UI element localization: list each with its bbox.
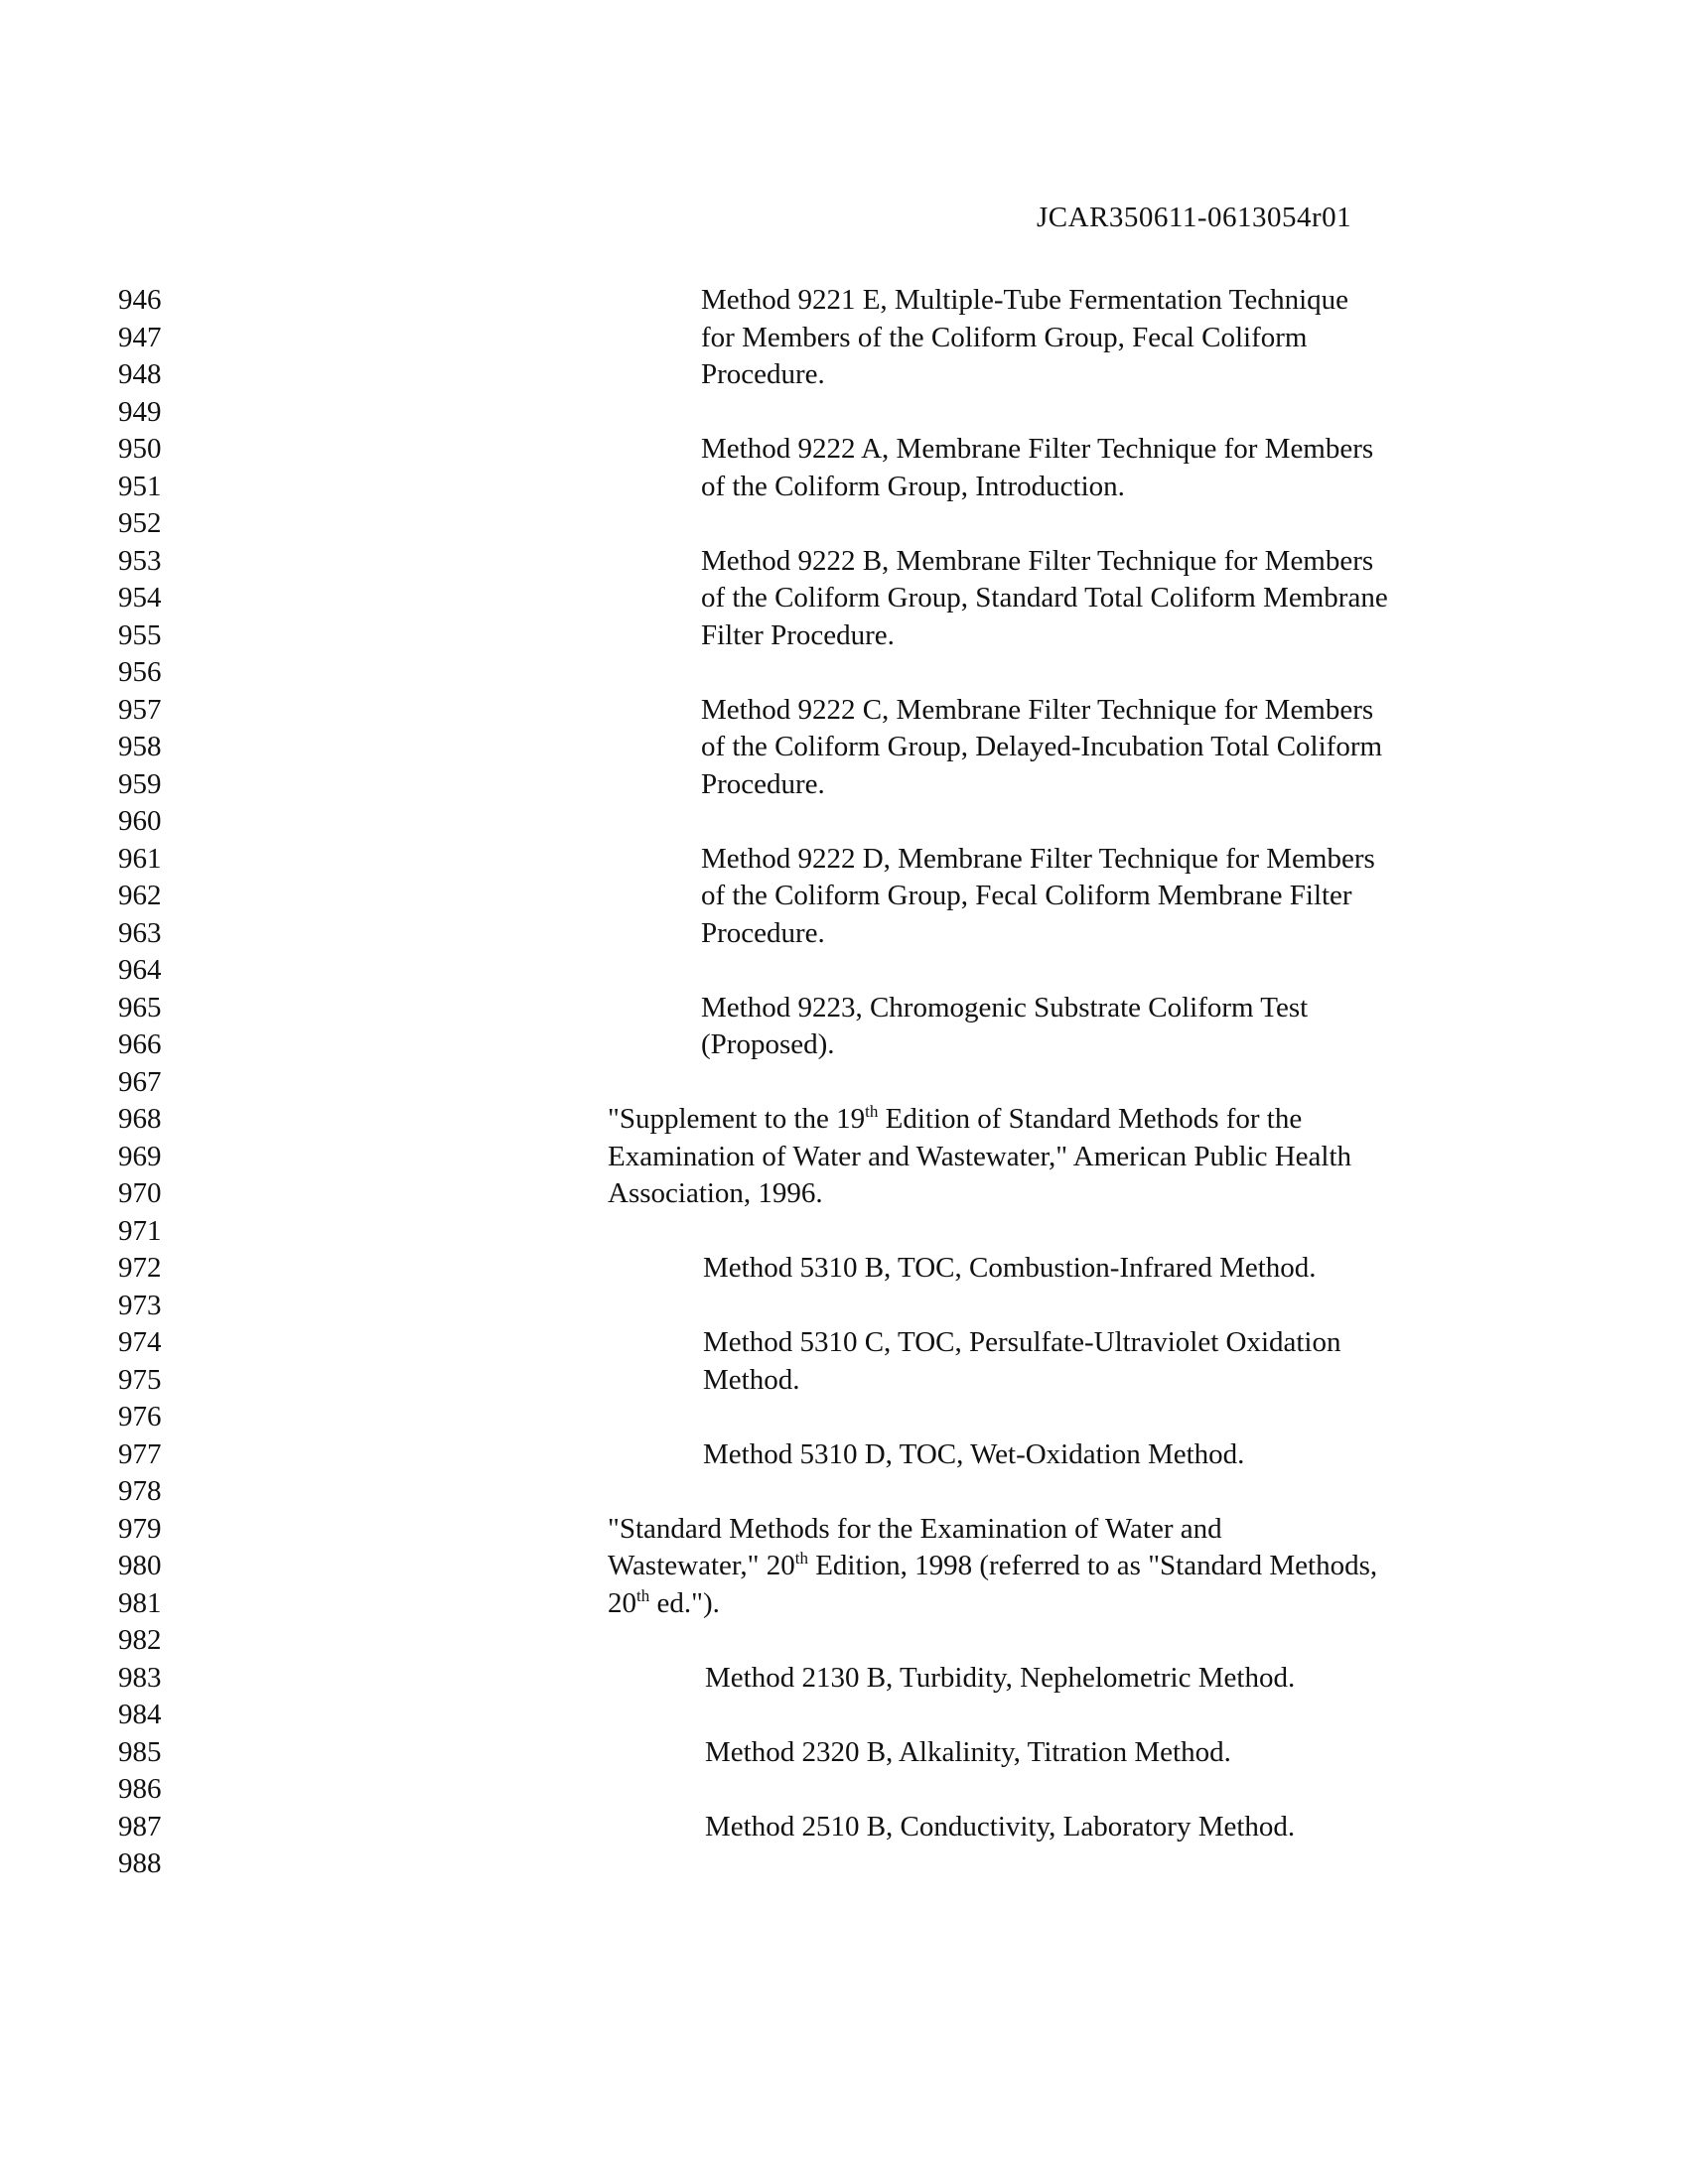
text-line — [0, 469, 1684, 506]
text-line — [0, 617, 1684, 655]
line-text-main: Examination of Water and Wastewater," American Public Health — [608, 1140, 1352, 1172]
line-text-main: Method 9222 C, Membrane Filter Technique for Members — [701, 693, 1374, 726]
line-number: 964 — [118, 954, 162, 986]
line-text-main: "Standard Methods for the Examination of Water and — [608, 1512, 1222, 1545]
line-text — [701, 356, 825, 394]
line-text — [703, 1250, 1317, 1288]
line-text — [705, 1734, 1231, 1772]
line-number: 957 — [118, 693, 162, 726]
line-number: 955 — [118, 618, 162, 651]
text-line — [0, 692, 1684, 730]
line-text-main: 20 — [608, 1586, 636, 1619]
line-text-main: Procedure. — [701, 767, 825, 800]
text-line — [0, 1064, 1684, 1102]
line-number: 950 — [118, 433, 162, 465]
line-number: 967 — [118, 1065, 162, 1098]
line-text — [608, 1511, 1222, 1549]
line-text — [703, 1362, 799, 1400]
line-text — [701, 320, 1308, 357]
line-text-main: Method 5310 B, TOC, Combustion-Infrared Method. — [703, 1252, 1317, 1284]
line-text — [703, 1324, 1341, 1362]
document-body — [0, 282, 1684, 1883]
line-text-main: Wastewater," 20 — [608, 1550, 795, 1581]
line-text-main: Method 2320 B, Alkalinity, Titration Method. — [705, 1735, 1231, 1768]
line-number: 961 — [118, 842, 162, 875]
line-number: 963 — [118, 916, 162, 949]
line-text-main: Procedure. — [701, 916, 825, 949]
line-text — [701, 729, 1382, 766]
line-number: 988 — [118, 1847, 162, 1879]
line-text — [705, 1809, 1295, 1846]
text-line — [0, 282, 1684, 320]
line-number: 952 — [118, 507, 162, 539]
line-number: 978 — [118, 1475, 162, 1507]
line-text-main: Association, 1996. — [608, 1177, 823, 1209]
text-line — [0, 1585, 1684, 1623]
text-line — [0, 1213, 1684, 1251]
text-line — [0, 1288, 1684, 1325]
superscript: th — [865, 1102, 879, 1121]
line-text — [705, 1660, 1295, 1698]
line-text-main: Method 5310 C, TOC, Persulfate-Ultraviolet Oxidation — [703, 1326, 1341, 1358]
line-text — [701, 1026, 835, 1064]
text-line — [0, 1697, 1684, 1734]
line-text — [608, 1585, 720, 1623]
line-number: 972 — [118, 1252, 162, 1284]
line-text-main: Method 2510 B, Conductivity, Laboratory Method. — [705, 1810, 1296, 1843]
line-text-main: for Members of the Coliform Group, Fecal Coliform — [701, 321, 1308, 353]
text-line — [0, 1511, 1684, 1549]
line-text-main: Method 9222 A, Membrane Filter Technique for Members — [701, 433, 1374, 465]
line-number: 965 — [118, 991, 162, 1024]
line-text — [701, 580, 1388, 617]
line-number: 986 — [118, 1773, 162, 1805]
text-line — [0, 356, 1684, 394]
line-text-main: Method 2130 B, Turbidity, Nephelometric Method. — [705, 1661, 1296, 1694]
line-text-main: of the Coliform Group, Standard Total Coliform Membrane — [701, 582, 1388, 614]
line-number: 960 — [118, 805, 162, 837]
text-line — [0, 729, 1684, 766]
line-number: 948 — [118, 358, 162, 390]
line-text-main: Method 9222 D, Membrane Filter Technique for Members — [701, 842, 1375, 875]
line-number: 968 — [118, 1103, 162, 1135]
line-number: 975 — [118, 1363, 162, 1396]
line-text — [701, 692, 1373, 730]
line-text-main: of the Coliform Group, Introduction. — [701, 470, 1125, 502]
line-text — [703, 1436, 1244, 1474]
text-line — [0, 841, 1684, 879]
line-text-rest: Edition, 1998 (referred to as "Standard Methods, — [807, 1550, 1378, 1581]
text-line — [0, 1548, 1684, 1585]
line-number: 970 — [118, 1177, 162, 1209]
line-text — [608, 1139, 1351, 1176]
superscript: th — [636, 1585, 650, 1605]
text-line — [0, 543, 1684, 581]
line-number: 974 — [118, 1326, 162, 1358]
line-text — [701, 915, 825, 953]
line-number: 985 — [118, 1735, 162, 1768]
line-text-main: Method 9223, Chromogenic Substrate Coliform Test — [701, 991, 1309, 1024]
line-number: 946 — [118, 284, 162, 316]
line-number: 977 — [118, 1437, 162, 1470]
text-line — [0, 915, 1684, 953]
line-number: 984 — [118, 1699, 162, 1730]
line-number: 966 — [118, 1028, 162, 1060]
line-text-main: Method 5310 D, TOC, Wet-Oxidation Method. — [703, 1437, 1245, 1470]
line-number: 973 — [118, 1289, 162, 1321]
text-line — [0, 1845, 1684, 1883]
text-line — [0, 1436, 1684, 1474]
line-number: 962 — [118, 880, 162, 911]
line-number: 971 — [118, 1214, 162, 1247]
line-number: 958 — [118, 731, 162, 762]
line-number: 959 — [118, 767, 162, 800]
line-text — [701, 841, 1375, 879]
text-line — [0, 766, 1684, 804]
text-line — [0, 1101, 1684, 1139]
line-text — [608, 1548, 1377, 1585]
line-text-main: Method 9222 B, Membrane Filter Technique for Members — [701, 544, 1374, 577]
line-number: 979 — [118, 1512, 162, 1545]
text-line — [0, 1771, 1684, 1809]
line-text — [701, 431, 1373, 469]
line-number: 951 — [118, 470, 162, 502]
line-text — [701, 766, 825, 804]
document-id-header: JCAR350611-0613054r01 — [1037, 202, 1352, 233]
line-text — [701, 990, 1308, 1027]
text-line — [0, 1250, 1684, 1288]
text-line — [0, 1734, 1684, 1772]
line-text — [608, 1175, 823, 1213]
text-line — [0, 990, 1684, 1027]
line-text-main: Method 9221 E, Multiple-Tube Fermentation Technique — [701, 284, 1349, 316]
text-line — [0, 1622, 1684, 1660]
line-number: 987 — [118, 1810, 162, 1843]
superscript: th — [794, 1549, 808, 1568]
line-text-main: of the Coliform Group, Delayed-Incubation Total Coliform — [701, 731, 1383, 762]
line-text-main: "Supplement to the 19 — [608, 1103, 866, 1135]
text-line — [0, 1660, 1684, 1698]
text-line — [0, 1399, 1684, 1436]
line-number: 947 — [118, 321, 162, 353]
line-number: 976 — [118, 1401, 162, 1433]
line-text-rest: ed."). — [649, 1586, 720, 1619]
text-line — [0, 505, 1684, 543]
text-line — [0, 431, 1684, 469]
line-number: 969 — [118, 1140, 162, 1172]
line-number: 980 — [118, 1550, 162, 1581]
line-text — [701, 543, 1373, 581]
line-text — [608, 1101, 1302, 1139]
line-text-main: Procedure. — [701, 358, 825, 390]
text-line — [0, 1026, 1684, 1064]
text-line — [0, 394, 1684, 432]
line-text-rest: Edition of Standard Methods for the — [878, 1103, 1303, 1135]
line-number: 954 — [118, 582, 162, 614]
line-text — [701, 282, 1348, 320]
text-line — [0, 580, 1684, 617]
line-number: 956 — [118, 656, 162, 688]
text-line — [0, 1324, 1684, 1362]
text-line — [0, 1175, 1684, 1213]
line-number: 981 — [118, 1586, 162, 1619]
text-line — [0, 1809, 1684, 1846]
line-number: 983 — [118, 1661, 162, 1694]
text-line — [0, 952, 1684, 990]
line-text — [701, 469, 1125, 506]
text-line — [0, 803, 1684, 841]
line-number: 982 — [118, 1624, 162, 1656]
line-text-main: of the Coliform Group, Fecal Coliform Membrane Filter — [701, 880, 1352, 911]
text-line — [0, 320, 1684, 357]
text-line — [0, 654, 1684, 692]
text-line — [0, 1362, 1684, 1400]
line-text — [701, 878, 1352, 915]
line-number: 949 — [118, 395, 162, 428]
text-line — [0, 878, 1684, 915]
line-text-main: Method. — [703, 1363, 800, 1396]
text-line — [0, 1473, 1684, 1511]
line-text-main: (Proposed). — [701, 1028, 835, 1060]
line-text-main: Filter Procedure. — [701, 618, 895, 651]
line-text — [701, 617, 895, 655]
line-number: 953 — [118, 544, 162, 577]
text-line — [0, 1139, 1684, 1176]
